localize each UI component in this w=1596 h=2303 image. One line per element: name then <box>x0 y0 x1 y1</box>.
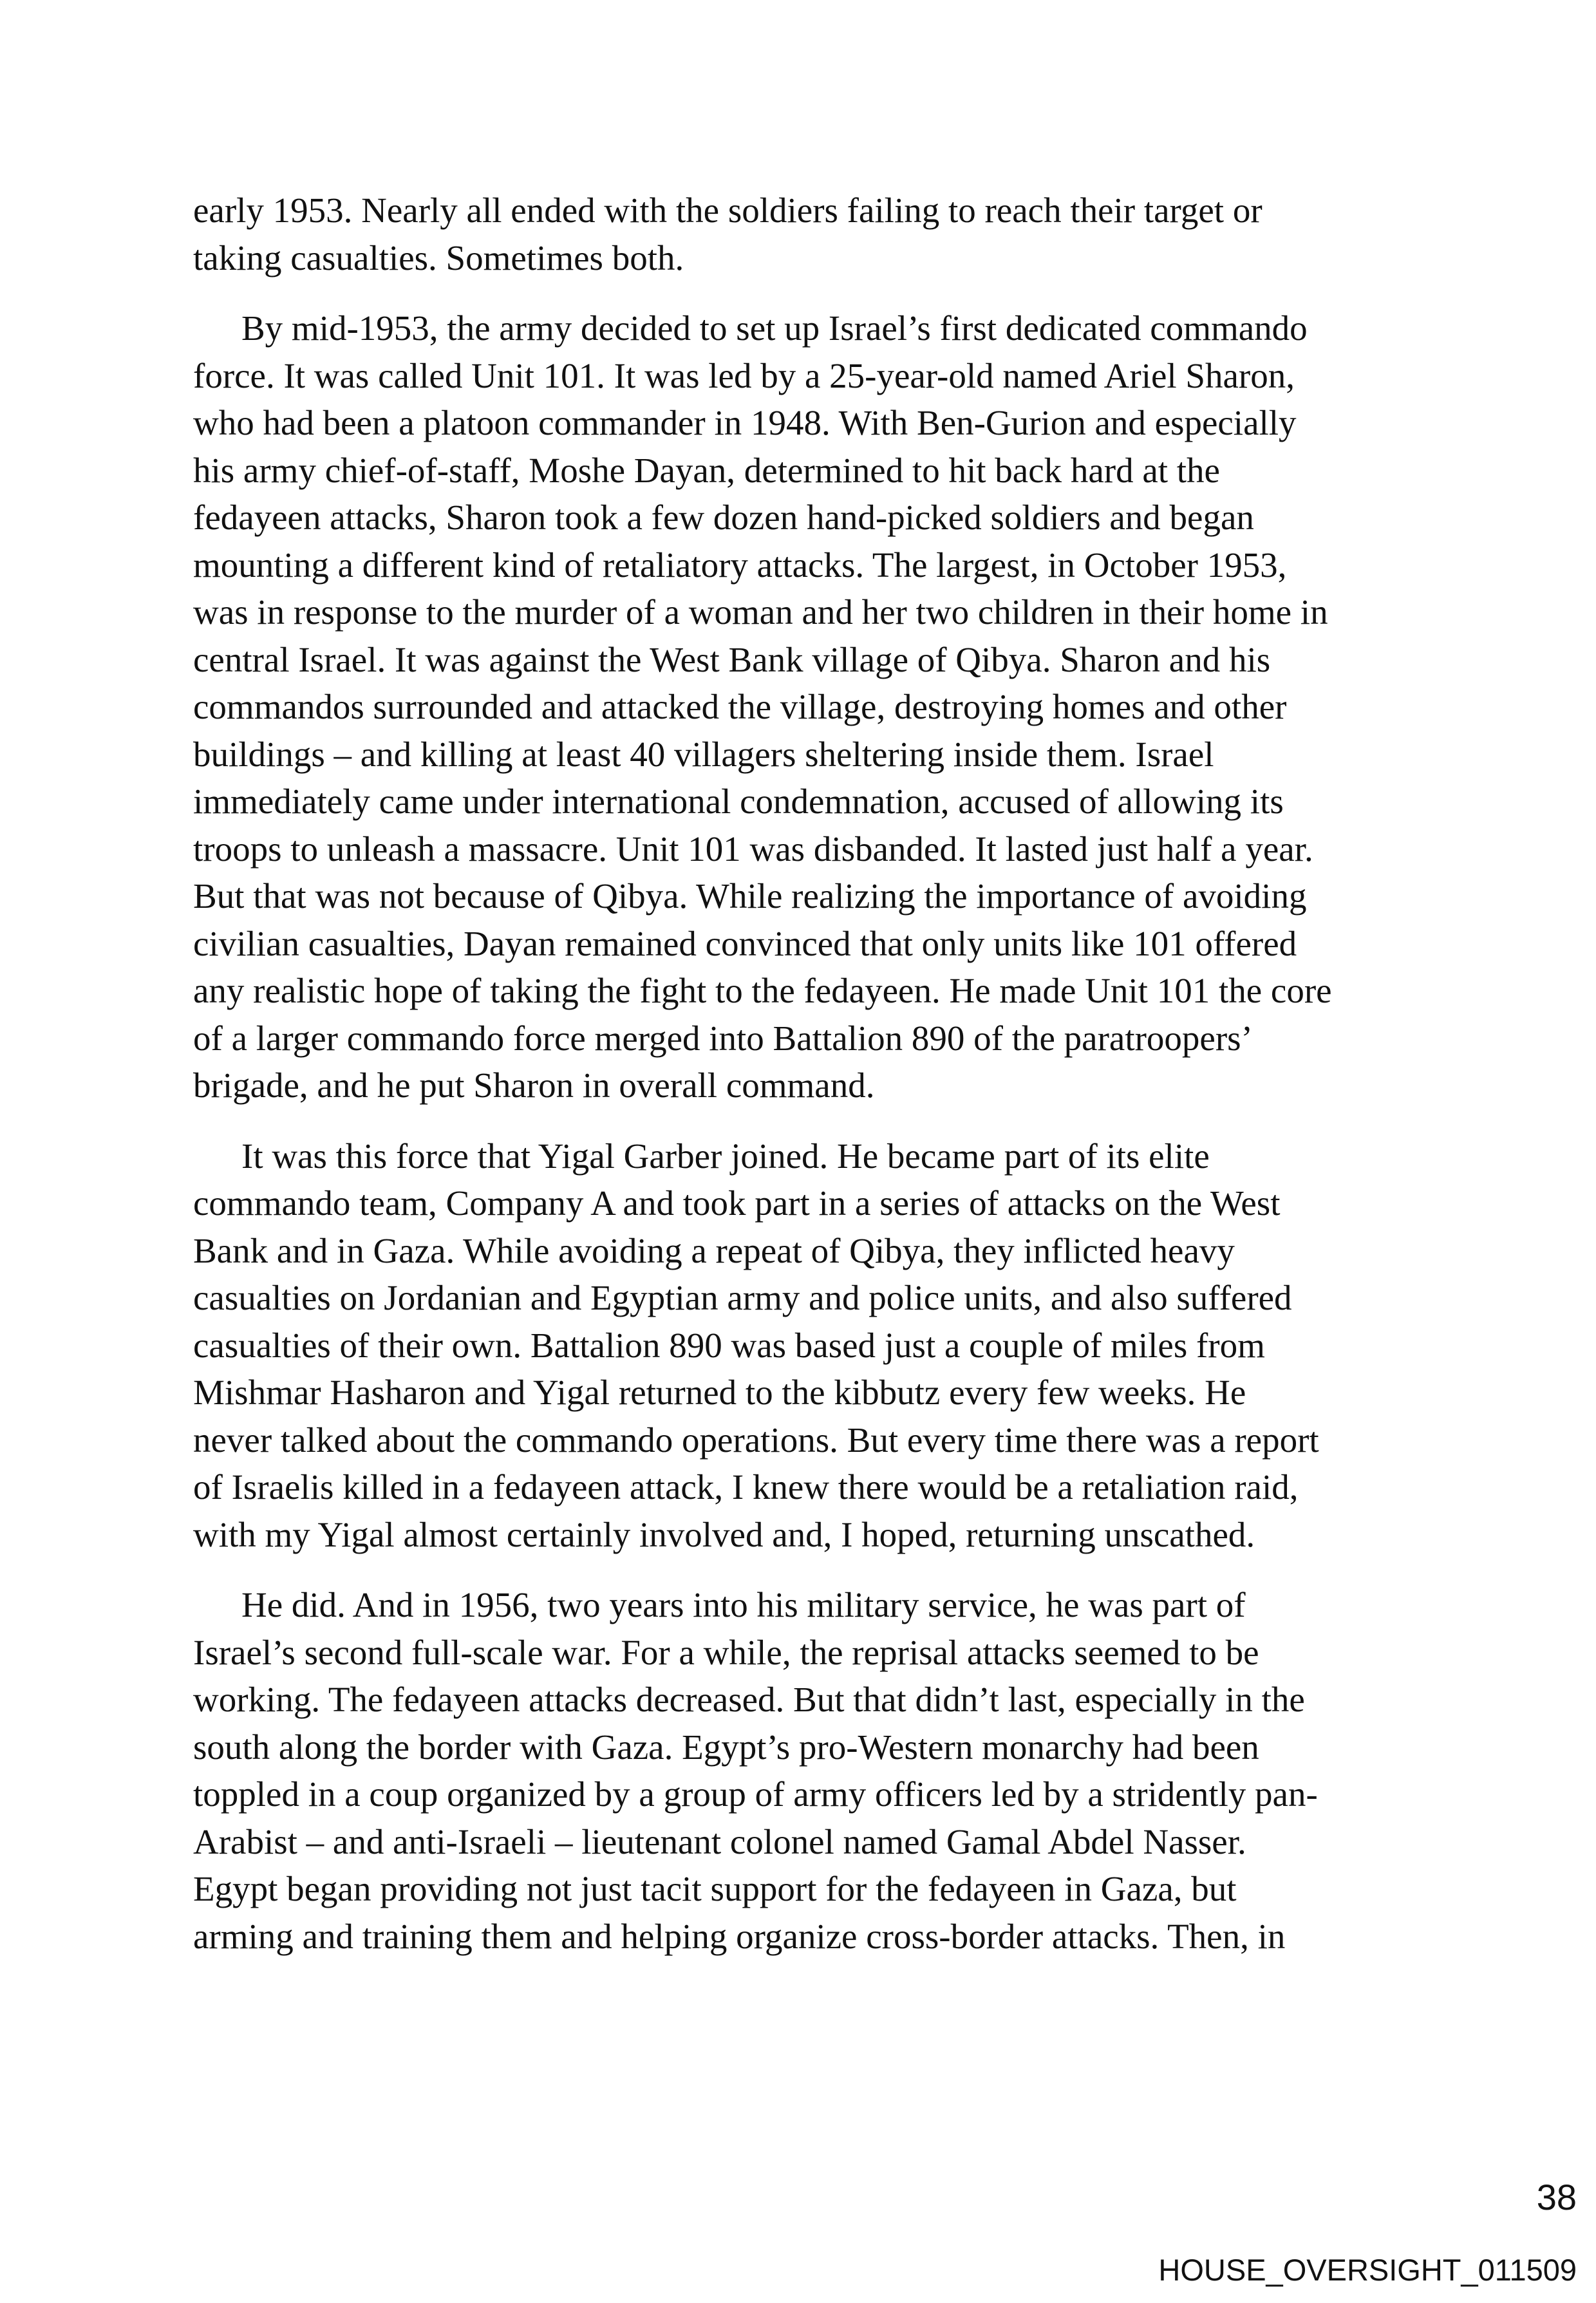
text-line: casualties of their own. Battalion 890 was based just a couple of miles from <box>193 1325 1265 1365</box>
text-line: He did. And in 1956, two years into his military service, he was part of <box>241 1585 1246 1624</box>
text-line: buildings – and killing at least 40 villagers sheltering inside them. Israel <box>193 734 1214 774</box>
text-line: Egypt began providing not just tacit support for the fedayeen in Gaza, but <box>193 1869 1237 1908</box>
text-line: By mid-1953, the army decided to set up Israel’s first dedicated commando <box>241 308 1308 348</box>
text-line: force. It was called Unit 101. It was led by a 25-year-old named Ariel Sharon, <box>193 355 1295 395</box>
paragraph-3 <box>193 1133 1416 1559</box>
text-line: Israel’s second full-scale war. For a while, the reprisal attacks seemed to be <box>193 1632 1259 1672</box>
text-line: who had been a platoon commander in 1948. With Ben-Gurion and especially <box>193 403 1297 442</box>
text-line: mounting a different kind of retaliatory attacks. The largest, in October 1953, <box>193 545 1287 585</box>
text-line: early 1953. Nearly all ended with the soldiers failing to reach their target or <box>193 191 1263 230</box>
bates-number: HOUSE_OVERSIGHT_011509 <box>1158 2253 1577 2287</box>
text-line: It was this force that Yigal Garber joined. He became part of its elite <box>241 1136 1210 1176</box>
paragraph-2 <box>193 305 1416 1109</box>
text-line: working. The fedayeen attacks decreased. But that didn’t last, especially in the <box>193 1680 1305 1719</box>
text-line: with my Yigal almost certainly involved and, I hoped, returning unscathed. <box>193 1514 1255 1554</box>
text-line: commando team, Company A and took part in a series of attacks on the West <box>193 1183 1281 1223</box>
text-line: civilian casualties, Dayan remained convinced that only units like 101 offered <box>193 923 1297 963</box>
text-line: of Israelis killed in a fedayeen attack, I knew there would be a retaliation raid, <box>193 1467 1299 1507</box>
text-line: any realistic hope of taking the fight to the fedayeen. He made Unit 101 the core <box>193 971 1332 1010</box>
text-line: fedayeen attacks, Sharon took a few dozen hand-picked soldiers and began <box>193 498 1254 537</box>
paragraph-1 <box>193 187 1416 281</box>
text-line: was in response to the murder of a woman and her two children in their home in <box>193 592 1328 632</box>
text-line: Mishmar Hasharon and Yigal returned to the kibbutz every few weeks. He <box>193 1373 1246 1412</box>
text-line: troops to unleash a massacre. Unit 101 was disbanded. It lasted just half a year. <box>193 829 1313 869</box>
text-line: But that was not because of Qibya. While realizing the importance of avoiding <box>193 876 1307 916</box>
text-line: south along the border with Gaza. Egypt’s pro-Western monarchy had been <box>193 1727 1259 1767</box>
text-line: brigade, and he put Sharon in overall command. <box>193 1066 875 1105</box>
text-line: his army chief-of-staff, Moshe Dayan, determined to hit back hard at the <box>193 450 1220 490</box>
paragraph-4 <box>193 1581 1416 1960</box>
text-line: Arabist – and anti-Israeli – lieutenant colonel named Gamal Abdel Nasser. <box>193 1821 1246 1861</box>
text-line: central Israel. It was against the West Bank village of Qibya. Sharon and his <box>193 639 1271 679</box>
text-line: never talked about the commando operations. But every time there was a report <box>193 1420 1319 1460</box>
body-text <box>193 187 1416 1983</box>
text-line: toppled in a coup organized by a group of army officers led by a stridently pan- <box>193 1774 1318 1814</box>
text-line: commandos surrounded and attacked the village, destroying homes and other <box>193 687 1287 726</box>
text-line: Bank and in Gaza. While avoiding a repeat of Qibya, they inflicted heavy <box>193 1230 1235 1270</box>
text-line: of a larger commando force merged into Battalion 890 of the paratroopers’ <box>193 1018 1253 1058</box>
text-line: casualties on Jordanian and Egyptian army and police units, and also suffered <box>193 1278 1292 1317</box>
page-number: 38 <box>1536 2177 1577 2217</box>
text-line: immediately came under international condemnation, accused of allowing its <box>193 782 1284 821</box>
text-line: arming and training them and helping organize cross-border attacks. Then, in <box>193 1916 1286 1956</box>
text-line: taking casualties. Sometimes both. <box>193 238 684 277</box>
